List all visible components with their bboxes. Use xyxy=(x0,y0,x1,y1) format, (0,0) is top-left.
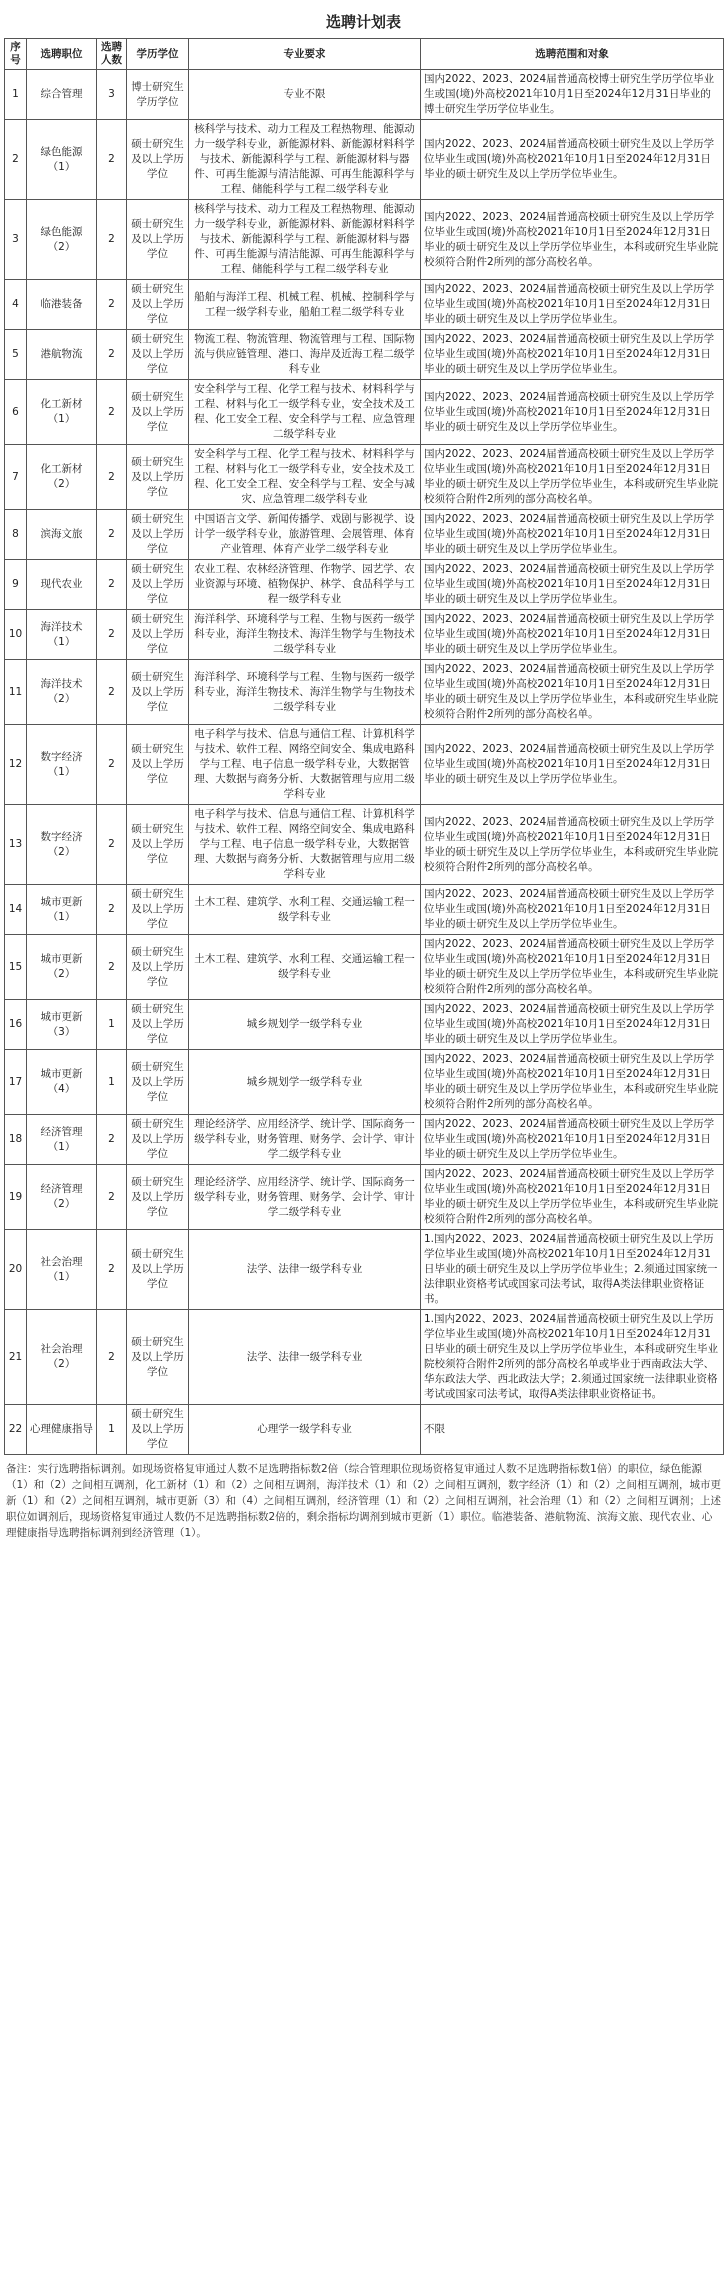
table-row xyxy=(5,1230,724,1310)
row-number: 12 xyxy=(5,725,27,805)
row-degree: 硕士研究生及以上学历学位 xyxy=(127,935,189,1000)
row-count: 1 xyxy=(97,1050,127,1115)
row-position: 数字经济（2） xyxy=(27,805,97,885)
page-title: 选聘计划表 xyxy=(325,13,401,31)
row-major: 中国语言文学、新闻传播学、戏剧与影视学、设计学一级学科专业，旅游管理、会展管理、体育产业管理、体育产业学二级学科专业 xyxy=(189,510,421,560)
row-scope: 国内2022、2023、2024届普通高校博士研究生学历学位毕业生或国(境)外高校2021年10月1日至2024年12月31日毕业的博士研究生学历学位毕业生。 xyxy=(421,70,724,120)
table-row xyxy=(5,1405,724,1455)
row-position: 城市更新（4） xyxy=(27,1050,97,1115)
row-scope: 国内2022、2023、2024届普通高校硕士研究生及以上学历学位毕业生或国(境)外高校2021年10月1日至2024年12月31日毕业的硕士研究生及以上学历学位毕业生。 xyxy=(421,330,724,380)
row-count: 2 xyxy=(97,280,127,330)
row-number: 17 xyxy=(5,1050,27,1115)
row-degree: 硕士研究生及以上学历学位 xyxy=(127,1000,189,1050)
row-major: 海洋科学、环境科学与工程、生物与医药一级学科专业，海洋生物技术、海洋生物学与生物技术二级学科专业 xyxy=(189,660,421,725)
row-scope: 国内2022、2023、2024届普通高校硕士研究生及以上学历学位毕业生或国(境)外高校2021年10月1日至2024年12月31日毕业的硕士研究生及以上学历学位毕业生。 xyxy=(421,380,724,445)
row-number: 11 xyxy=(5,660,27,725)
table-row xyxy=(5,660,724,725)
row-count: 2 xyxy=(97,1115,127,1165)
header-position: 选聘职位 xyxy=(27,39,97,70)
row-position: 城市更新（3） xyxy=(27,1000,97,1050)
header-degree: 学历学位 xyxy=(127,39,189,70)
row-major: 电子科学与技术、信息与通信工程、计算机科学与技术、软件工程、网络空间安全、集成电路科学与工程、电子信息一级学科专业，大数据管理、大数据与商务分析、大数据管理与应用二级学科专业 xyxy=(189,725,421,805)
row-count: 1 xyxy=(97,1405,127,1455)
row-count: 2 xyxy=(97,445,127,510)
row-scope: 不限 xyxy=(421,1405,724,1455)
row-degree: 硕士研究生及以上学历学位 xyxy=(127,1230,189,1310)
row-degree: 硕士研究生及以上学历学位 xyxy=(127,1115,189,1165)
row-major: 土木工程、建筑学、水利工程、交通运输工程一级学科专业 xyxy=(189,885,421,935)
row-degree: 硕士研究生及以上学历学位 xyxy=(127,560,189,610)
row-position: 城市更新（2） xyxy=(27,935,97,1000)
row-position: 海洋技术（2） xyxy=(27,660,97,725)
row-major: 电子科学与技术、信息与通信工程、计算机科学与技术、软件工程、网络空间安全、集成电路科学与工程、电子信息一级学科专业，大数据管理、大数据与商务分析、大数据管理与应用二级学科专业 xyxy=(189,805,421,885)
row-position: 海洋技术（1） xyxy=(27,610,97,660)
table-row xyxy=(5,725,724,805)
table-row xyxy=(5,445,724,510)
row-number: 10 xyxy=(5,610,27,660)
row-major: 法学、法律一级学科专业 xyxy=(189,1230,421,1310)
row-count: 2 xyxy=(97,380,127,445)
header-count: 选聘人数 xyxy=(97,39,127,70)
row-position: 心理健康指导 xyxy=(27,1405,97,1455)
row-degree: 硕士研究生及以上学历学位 xyxy=(127,280,189,330)
header-scope: 选聘范围和对象 xyxy=(421,39,724,70)
row-count: 3 xyxy=(97,70,127,120)
row-position: 滨海文旅 xyxy=(27,510,97,560)
row-scope: 1.国内2022、2023、2024届普通高校硕士研究生及以上学历学位毕业生或国(境)外高校2021年10月1日至2024年12月31日毕业的硕士研究生及以上学历学位毕业生；2.须通过国家统一法律职业资格考试或国家司法考试，取得A类法律职业资格证书。 xyxy=(421,1230,724,1310)
row-position: 经济管理（2） xyxy=(27,1165,97,1230)
row-degree: 硕士研究生及以上学历学位 xyxy=(127,1405,189,1455)
row-position: 化工新材（1） xyxy=(27,380,97,445)
row-position: 综合管理 xyxy=(27,70,97,120)
row-degree: 硕士研究生及以上学历学位 xyxy=(127,1165,189,1230)
table-row xyxy=(5,280,724,330)
row-major: 安全科学与工程、化学工程与技术、材料科学与工程、材料与化工一级学科专业，安全技术及工程、化工安全工程、安全科学与工程、安全与减灾、应急管理二级学科专业 xyxy=(189,445,421,510)
table-header-row xyxy=(5,39,724,70)
row-degree: 硕士研究生及以上学历学位 xyxy=(127,660,189,725)
row-count: 1 xyxy=(97,1000,127,1050)
table-row xyxy=(5,200,724,280)
row-position: 经济管理（1） xyxy=(27,1115,97,1165)
row-count: 2 xyxy=(97,330,127,380)
row-position: 绿色能源（1） xyxy=(27,120,97,200)
row-number: 15 xyxy=(5,935,27,1000)
row-scope: 国内2022、2023、2024届普通高校硕士研究生及以上学历学位毕业生或国(境)外高校2021年10月1日至2024年12月31日毕业的硕士研究生及以上学历学位毕业生。 xyxy=(421,280,724,330)
row-scope: 1.国内2022、2023、2024届普通高校硕士研究生及以上学历学位毕业生或国(境)外高校2021年10月1日至2024年12月31日毕业的硕士研究生及以上学历学位毕业生，本科或研究生毕业院校须符合附件2所列的部分高校名单或毕业于西南政法大学、华东政法大学、西北政法大学；2.须通过国家统一法律职业资格考试或国家司法考试，取得A类法律职业资格证书。 xyxy=(421,1310,724,1405)
row-number: 13 xyxy=(5,805,27,885)
row-degree: 硕士研究生及以上学历学位 xyxy=(127,445,189,510)
row-position: 城市更新（1） xyxy=(27,885,97,935)
table-row xyxy=(5,1050,724,1115)
row-degree: 硕士研究生及以上学历学位 xyxy=(127,805,189,885)
row-scope: 国内2022、2023、2024届普通高校硕士研究生及以上学历学位毕业生或国(境)外高校2021年10月1日至2024年12月31日毕业的硕士研究生及以上学历学位毕业生。 xyxy=(421,725,724,805)
row-major: 海洋科学、环境科学与工程、生物与医药一级学科专业，海洋生物技术、海洋生物学与生物技术二级学科专业 xyxy=(189,610,421,660)
row-count: 2 xyxy=(97,805,127,885)
row-scope: 国内2022、2023、2024届普通高校硕士研究生及以上学历学位毕业生或国(境)外高校2021年10月1日至2024年12月31日毕业的硕士研究生及以上学历学位毕业生。 xyxy=(421,885,724,935)
row-number: 2 xyxy=(5,120,27,200)
row-degree: 硕士研究生及以上学历学位 xyxy=(127,380,189,445)
row-number: 20 xyxy=(5,1230,27,1310)
row-scope: 国内2022、2023、2024届普通高校硕士研究生及以上学历学位毕业生或国(境)外高校2021年10月1日至2024年12月31日毕业的硕士研究生及以上学历学位毕业生。 xyxy=(421,560,724,610)
row-position: 数字经济（1） xyxy=(27,725,97,805)
row-scope: 国内2022、2023、2024届普通高校硕士研究生及以上学历学位毕业生或国(境)外高校2021年10月1日至2024年12月31日毕业的硕士研究生及以上学历学位毕业生。 xyxy=(421,510,724,560)
row-number: 5 xyxy=(5,330,27,380)
recruitment-plan-table xyxy=(4,38,724,1455)
table-row xyxy=(5,1310,724,1405)
table-row xyxy=(5,805,724,885)
row-count: 2 xyxy=(97,885,127,935)
table-row xyxy=(5,610,724,660)
row-count: 2 xyxy=(97,610,127,660)
row-scope: 国内2022、2023、2024届普通高校硕士研究生及以上学历学位毕业生或国(境)外高校2021年10月1日至2024年12月31日毕业的硕士研究生及以上学历学位毕业生，本科或研究生毕业院校须符合附件2所列的部分高校名单。 xyxy=(421,660,724,725)
row-degree: 硕士研究生及以上学历学位 xyxy=(127,1050,189,1115)
table-row xyxy=(5,560,724,610)
row-number: 22 xyxy=(5,1405,27,1455)
table-row xyxy=(5,330,724,380)
row-scope: 国内2022、2023、2024届普通高校硕士研究生及以上学历学位毕业生或国(境)外高校2021年10月1日至2024年12月31日毕业的硕士研究生及以上学历学位毕业生，本科或研究生毕业院校须符合附件2所列的部分高校名单。 xyxy=(421,935,724,1000)
table-row xyxy=(5,380,724,445)
row-major: 专业不限 xyxy=(189,70,421,120)
row-position: 社会治理（2） xyxy=(27,1310,97,1405)
table-row xyxy=(5,1115,724,1165)
row-scope: 国内2022、2023、2024届普通高校硕士研究生及以上学历学位毕业生或国(境)外高校2021年10月1日至2024年12月31日毕业的硕士研究生及以上学历学位毕业生，本科或研究生毕业院校须符合附件2所列的部分高校名单。 xyxy=(421,1050,724,1115)
row-degree: 硕士研究生及以上学历学位 xyxy=(127,610,189,660)
header-major: 专业要求 xyxy=(189,39,421,70)
row-number: 1 xyxy=(5,70,27,120)
row-number: 6 xyxy=(5,380,27,445)
row-degree: 硕士研究生及以上学历学位 xyxy=(127,330,189,380)
row-degree: 硕士研究生及以上学历学位 xyxy=(127,200,189,280)
row-position: 港航物流 xyxy=(27,330,97,380)
row-position: 化工新材（2） xyxy=(27,445,97,510)
footnote: 备注：实行选聘指标调剂。如现场资格复审通过人数不足选聘指标数2倍（综合管理职位现场资格复审通过人数不足选聘指标数1倍）的职位，绿色能源（1）和（2）之间相互调剂，化工新材（1）和（2）之间相互调剂，海洋技术（1）和（2）之间相互调剂，数字经济（1）和（2）之间相互调剂，城市更新（1）和（2）之间相互调剂，城市更新（3）和（4）之间相互调剂，经济管理（1）和（2）之间相互调剂，社会治理（1）和（2）之间相互调剂；上述职位如调剂后，现场资格复审通过人数仍不足选聘指标数2倍的，剩余指标均调剂到城市更新（1）职位。临港装备、港航物流、滨海文旅、现代农业、心理健康指导选聘指标调剂到经济管理（1）。 xyxy=(6,1463,721,1539)
table-row xyxy=(5,120,724,200)
row-count: 2 xyxy=(97,725,127,805)
row-number: 7 xyxy=(5,445,27,510)
row-count: 2 xyxy=(97,660,127,725)
row-count: 2 xyxy=(97,120,127,200)
row-position: 临港装备 xyxy=(27,280,97,330)
row-count: 2 xyxy=(97,1310,127,1405)
row-scope: 国内2022、2023、2024届普通高校硕士研究生及以上学历学位毕业生或国(境)外高校2021年10月1日至2024年12月31日毕业的硕士研究生及以上学历学位毕业生，本科或研究生毕业院校须符合附件2所列的部分高校名单。 xyxy=(421,1165,724,1230)
row-major: 船舶与海洋工程、机械工程、机械、控制科学与工程一级学科专业，船舶工程二级学科专业 xyxy=(189,280,421,330)
row-major: 物流工程、物流管理、物流管理与工程、国际物流与供应链管理、港口、海岸及近海工程二级学科专业 xyxy=(189,330,421,380)
row-count: 2 xyxy=(97,1230,127,1310)
row-position: 绿色能源（2） xyxy=(27,200,97,280)
row-scope: 国内2022、2023、2024届普通高校硕士研究生及以上学历学位毕业生或国(境)外高校2021年10月1日至2024年12月31日毕业的硕士研究生及以上学历学位毕业生。 xyxy=(421,1115,724,1165)
row-degree: 硕士研究生及以上学历学位 xyxy=(127,1310,189,1405)
table-row xyxy=(5,510,724,560)
row-major: 理论经济学、应用经济学、统计学、国际商务一级学科专业，财务管理、财务学、会计学、审计学二级学科专业 xyxy=(189,1115,421,1165)
row-degree: 博士研究生学历学位 xyxy=(127,70,189,120)
table-row xyxy=(5,1165,724,1230)
row-number: 9 xyxy=(5,560,27,610)
row-position: 现代农业 xyxy=(27,560,97,610)
row-major: 理论经济学、应用经济学、统计学、国际商务一级学科专业，财务管理、财务学、会计学、审计学二级学科专业 xyxy=(189,1165,421,1230)
row-major: 城乡规划学一级学科专业 xyxy=(189,1000,421,1050)
row-major: 农业工程、农林经济管理、作物学、园艺学、农业资源与环境、植物保护、林学、食品科学与工程一级学科专业 xyxy=(189,560,421,610)
row-count: 2 xyxy=(97,510,127,560)
row-count: 2 xyxy=(97,1165,127,1230)
row-major: 法学、法律一级学科专业 xyxy=(189,1310,421,1405)
row-major: 心理学一级学科专业 xyxy=(189,1405,421,1455)
row-number: 21 xyxy=(5,1310,27,1405)
row-major: 土木工程、建筑学、水利工程、交通运输工程一级学科专业 xyxy=(189,935,421,1000)
table-row xyxy=(5,935,724,1000)
row-number: 3 xyxy=(5,200,27,280)
row-degree: 硕士研究生及以上学历学位 xyxy=(127,885,189,935)
row-scope: 国内2022、2023、2024届普通高校硕士研究生及以上学历学位毕业生或国(境)外高校2021年10月1日至2024年12月31日毕业的硕士研究生及以上学历学位毕业生，本科或研究生毕业院校须符合附件2所列的部分高校名单。 xyxy=(421,805,724,885)
row-degree: 硕士研究生及以上学历学位 xyxy=(127,120,189,200)
table-row xyxy=(5,885,724,935)
row-number: 4 xyxy=(5,280,27,330)
row-scope: 国内2022、2023、2024届普通高校硕士研究生及以上学历学位毕业生或国(境)外高校2021年10月1日至2024年12月31日毕业的硕士研究生及以上学历学位毕业生。 xyxy=(421,120,724,200)
row-count: 2 xyxy=(97,200,127,280)
row-number: 8 xyxy=(5,510,27,560)
header-no: 序号 xyxy=(5,39,27,70)
row-number: 19 xyxy=(5,1165,27,1230)
row-major: 城乡规划学一级学科专业 xyxy=(189,1050,421,1115)
row-scope: 国内2022、2023、2024届普通高校硕士研究生及以上学历学位毕业生或国(境)外高校2021年10月1日至2024年12月31日毕业的硕士研究生及以上学历学位毕业生，本科或研究生毕业院校须符合附件2所列的部分高校名单。 xyxy=(421,445,724,510)
row-count: 2 xyxy=(97,560,127,610)
row-position: 社会治理（1） xyxy=(27,1230,97,1310)
row-scope: 国内2022、2023、2024届普通高校硕士研究生及以上学历学位毕业生或国(境)外高校2021年10月1日至2024年12月31日毕业的硕士研究生及以上学历学位毕业生。 xyxy=(421,610,724,660)
row-degree: 硕士研究生及以上学历学位 xyxy=(127,725,189,805)
row-scope: 国内2022、2023、2024届普通高校硕士研究生及以上学历学位毕业生或国(境)外高校2021年10月1日至2024年12月31日毕业的硕士研究生及以上学历学位毕业生，本科或研究生毕业院校须符合附件2所列的部分高校名单。 xyxy=(421,200,724,280)
row-number: 18 xyxy=(5,1115,27,1165)
row-scope: 国内2022、2023、2024届普通高校硕士研究生及以上学历学位毕业生或国(境)外高校2021年10月1日至2024年12月31日毕业的硕士研究生及以上学历学位毕业生。 xyxy=(421,1000,724,1050)
table-row xyxy=(5,70,724,120)
row-count: 2 xyxy=(97,935,127,1000)
table-row xyxy=(5,1000,724,1050)
row-major: 核科学与技术、动力工程及工程热物理、能源动力一级学科专业，新能源材料、新能源材料科学与技术、新能源科学与工程、新能源材料与器件、可再生能源与清洁能源、可再生能源科学与工程、储能科学与工程二级学科专业 xyxy=(189,200,421,280)
row-degree: 硕士研究生及以上学历学位 xyxy=(127,510,189,560)
row-major: 核科学与技术、动力工程及工程热物理、能源动力一级学科专业，新能源材料、新能源材料科学与技术、新能源科学与工程、新能源材料与器件、可再生能源与清洁能源、可再生能源科学与工程、储能科学与工程二级学科专业 xyxy=(189,120,421,200)
row-major: 安全科学与工程、化学工程与技术、材料科学与工程、材料与化工一级学科专业，安全技术及工程、化工安全工程、安全科学与工程、应急管理二级学科专业 xyxy=(189,380,421,445)
row-number: 14 xyxy=(5,885,27,935)
row-number: 16 xyxy=(5,1000,27,1050)
